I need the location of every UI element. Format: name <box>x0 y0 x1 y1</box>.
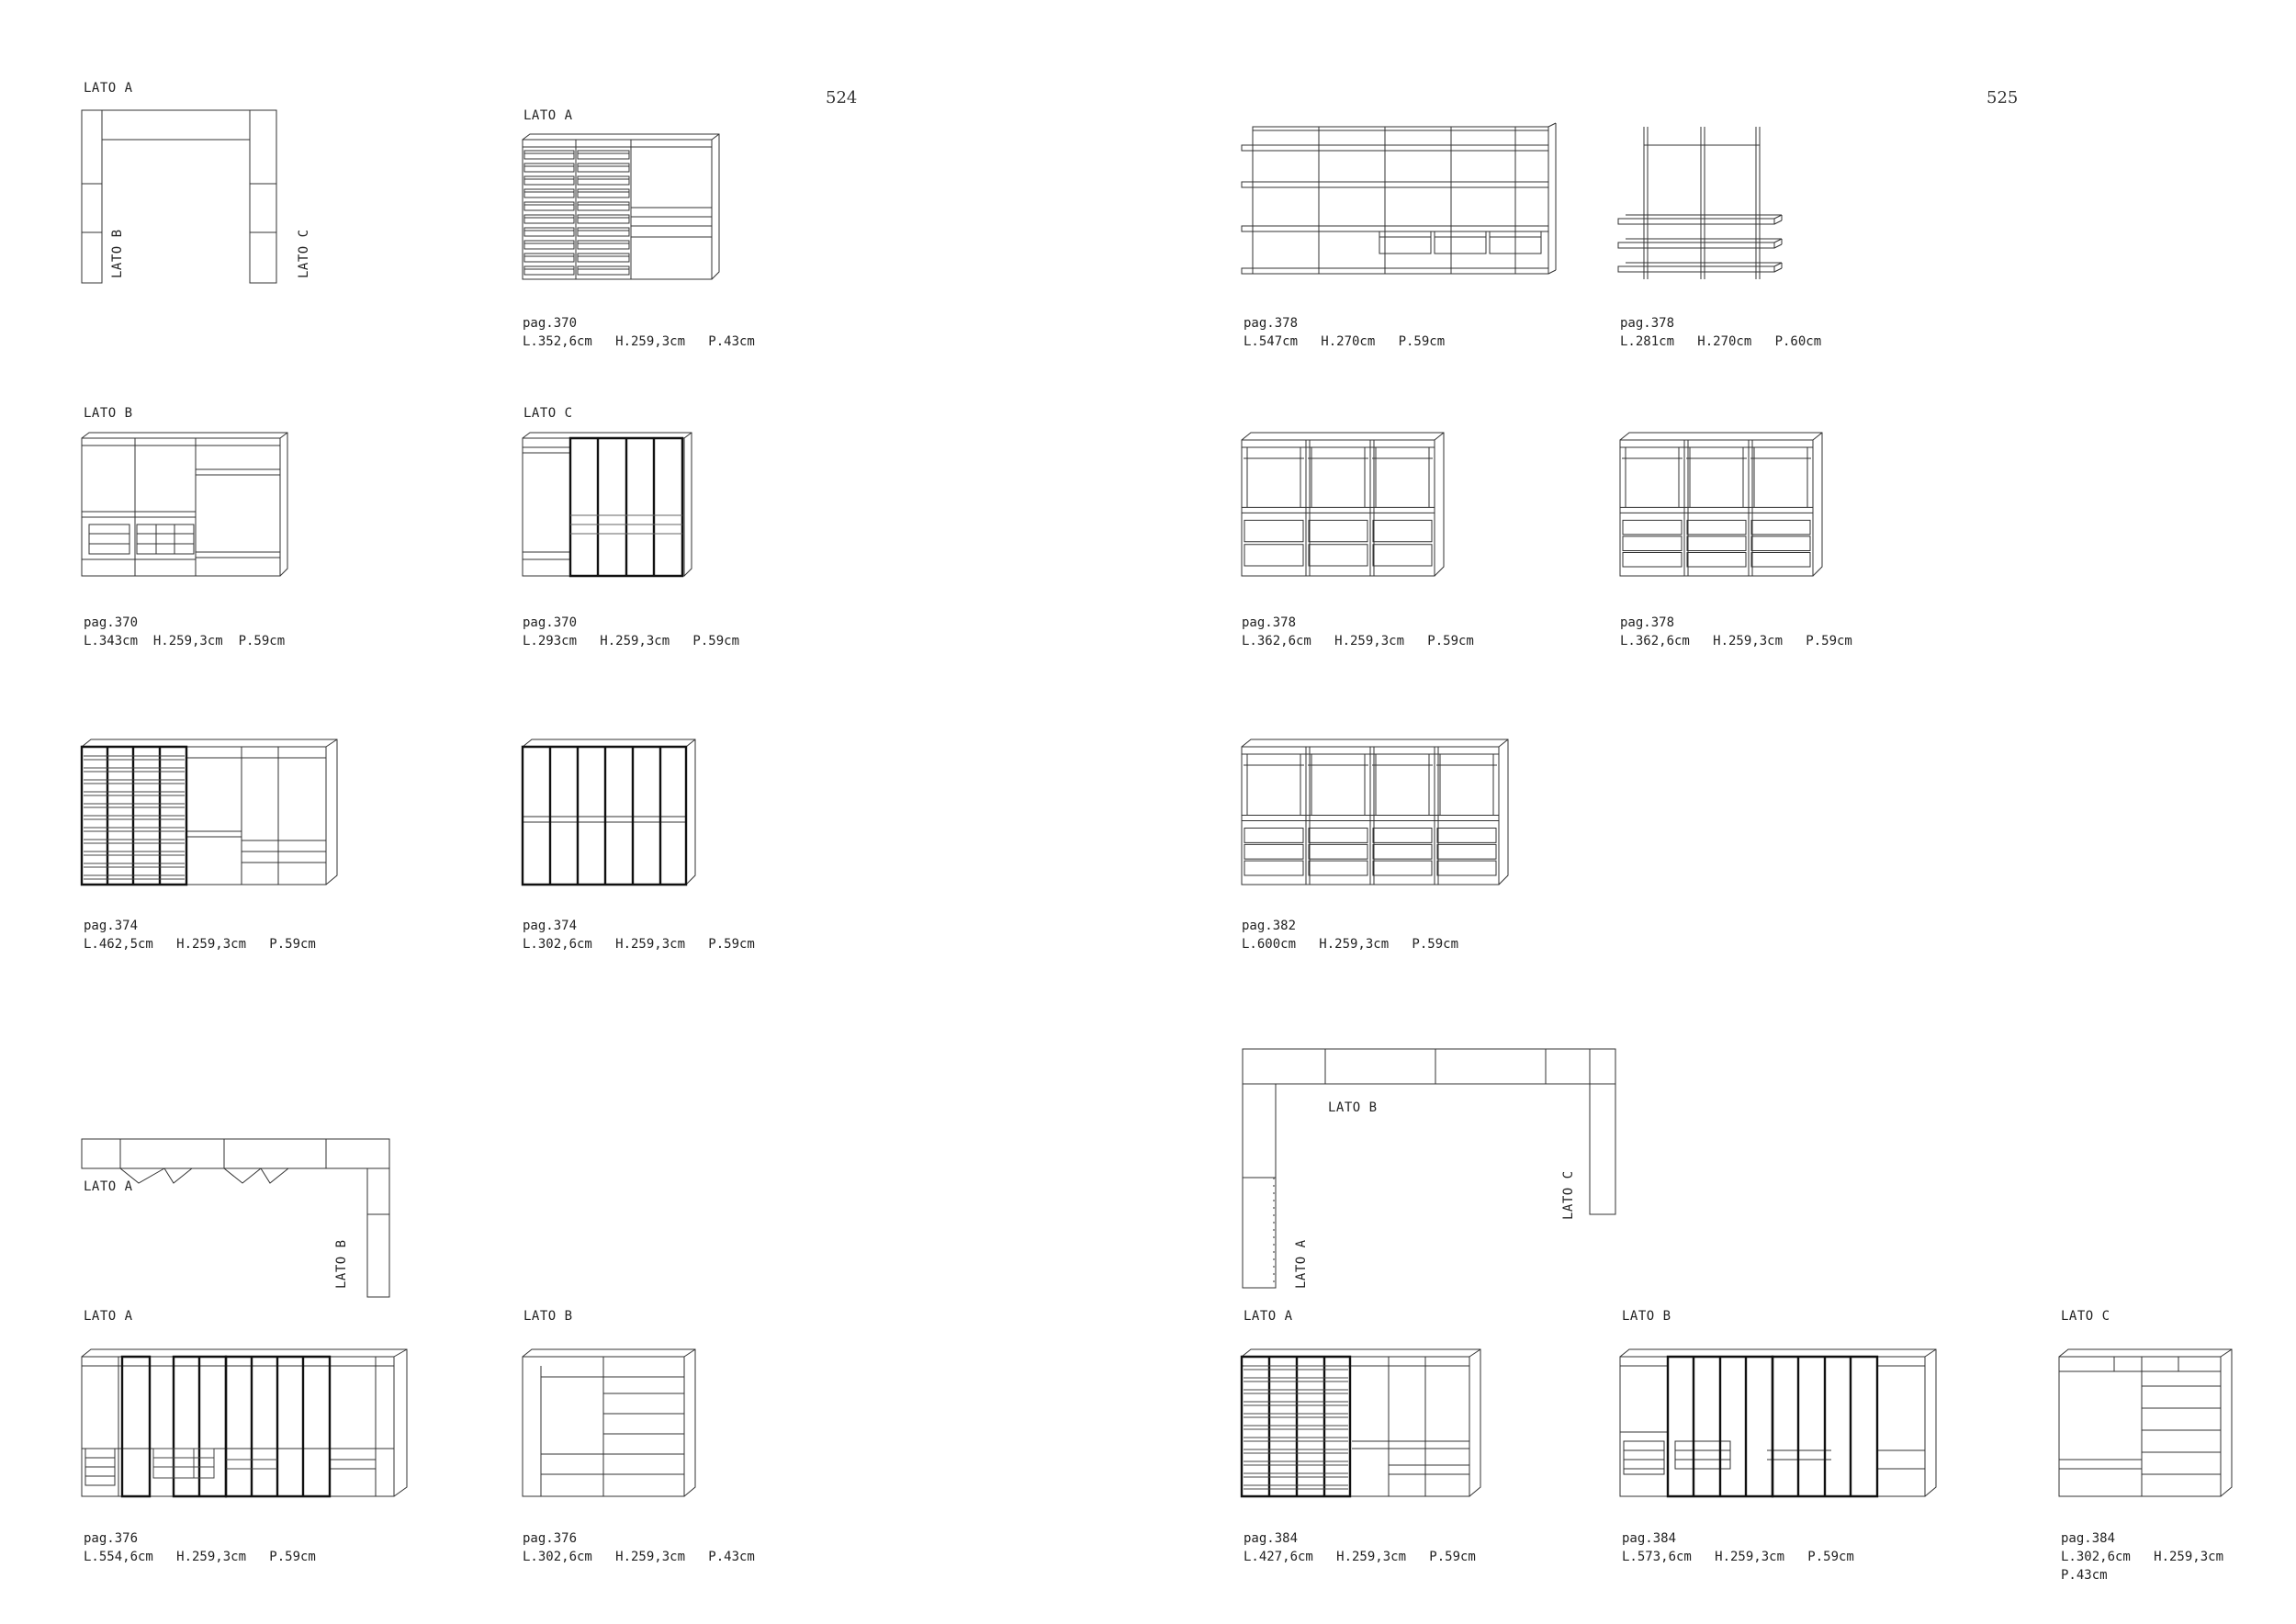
product-14-label: LATO B <box>1622 1309 1671 1324</box>
product-5-dims: L.293cm H.259,3cm P.59cm <box>523 634 740 648</box>
product-6-drawing <box>1242 433 1444 576</box>
product-14-dims: L.573,6cm H.259,3cm P.59cm <box>1622 1550 1854 1564</box>
product-12-page: pag.376 <box>523 1531 578 1546</box>
page-number-left: 524 <box>826 88 858 107</box>
product-2-dims: L.547cm H.270cm P.59cm <box>1244 334 1446 349</box>
product-2-drawing <box>1242 127 1556 279</box>
plan-1-label-lato-b: LATO B <box>110 229 125 278</box>
product-14-page: pag.384 <box>1622 1531 1677 1546</box>
product-9-dims: L.302,6cm H.259,3cm P.59cm <box>523 937 755 952</box>
product-4-page: pag.370 <box>84 615 139 630</box>
product-14-drawing <box>1620 1349 1936 1496</box>
product-8-page: pag.374 <box>84 919 139 933</box>
product-15-page: pag.384 <box>2061 1531 2116 1546</box>
product-7-dims: L.362,6cm H.259,3cm P.59cm <box>1620 634 1852 648</box>
product-11-page: pag.376 <box>84 1531 139 1546</box>
plan-2-label-lato-a: LATO A <box>84 1179 133 1194</box>
product-5-label: LATO C <box>523 406 573 421</box>
product-13-page: pag.384 <box>1244 1531 1299 1546</box>
plan-2-label-lato-b: LATO B <box>334 1239 349 1289</box>
product-4-drawing <box>82 433 287 576</box>
product-6-dims: L.362,6cm H.259,3cm P.59cm <box>1242 634 1474 648</box>
product-11-dims: L.554,6cm H.259,3cm P.59cm <box>84 1550 316 1564</box>
product-12-drawing <box>523 1349 695 1496</box>
plan-1-label-lato-a: LATO A <box>84 81 133 96</box>
product-10-drawing <box>1242 739 1508 885</box>
product-13-dims: L.427,6cm H.259,3cm P.59cm <box>1244 1550 1476 1564</box>
product-8-dims: L.462,5cm H.259,3cm P.59cm <box>84 937 316 952</box>
product-2-page: pag.378 <box>1244 316 1299 331</box>
product-12-dims: L.302,6cm H.259,3cm P.43cm <box>523 1550 755 1564</box>
product-3-drawing <box>1618 127 1782 279</box>
product-1-page: pag.370 <box>523 316 578 331</box>
product-3-dims: L.281cm H.270cm P.60cm <box>1620 334 1822 349</box>
product-4-dims: L.343cm H.259,3cm P.59cm <box>84 634 286 648</box>
product-9-page: pag.374 <box>523 919 578 933</box>
plan-3-label-lato-a: LATO A <box>1294 1239 1309 1289</box>
product-1-label: LATO A <box>523 108 573 123</box>
product-1-drawing <box>523 134 719 279</box>
plan-1-label-lato-c: LATO C <box>297 229 311 278</box>
plan-3-label-lato-c: LATO C <box>1561 1170 1576 1220</box>
product-9-drawing <box>523 739 695 885</box>
product-13-drawing <box>1242 1349 1480 1496</box>
product-5-drawing <box>523 433 692 576</box>
product-7-drawing <box>1620 433 1822 576</box>
product-6-page: pag.378 <box>1242 615 1297 630</box>
product-11-label: LATO A <box>84 1309 133 1324</box>
product-15-drawing <box>2059 1349 2232 1496</box>
product-5-page: pag.370 <box>523 615 578 630</box>
product-10-dims: L.600cm H.259,3cm P.59cm <box>1242 937 1459 952</box>
product-15-dims: L.302,6cm H.259,3cm P.43cm <box>2061 1550 2224 1583</box>
product-3-page: pag.378 <box>1620 316 1675 331</box>
plan-3-label-lato-b: LATO B <box>1328 1100 1378 1115</box>
product-11-drawing <box>82 1349 407 1496</box>
product-8-drawing <box>82 739 337 885</box>
product-15-label: LATO C <box>2061 1309 2110 1324</box>
product-7-page: pag.378 <box>1620 615 1675 630</box>
product-10-page: pag.382 <box>1242 919 1297 933</box>
product-1-dims: L.352,6cm H.259,3cm P.43cm <box>523 334 755 349</box>
page-number-right: 525 <box>1986 88 2019 107</box>
product-13-label: LATO A <box>1244 1309 1293 1324</box>
product-12-label: LATO B <box>523 1309 573 1324</box>
product-4-label: LATO B <box>84 406 133 421</box>
